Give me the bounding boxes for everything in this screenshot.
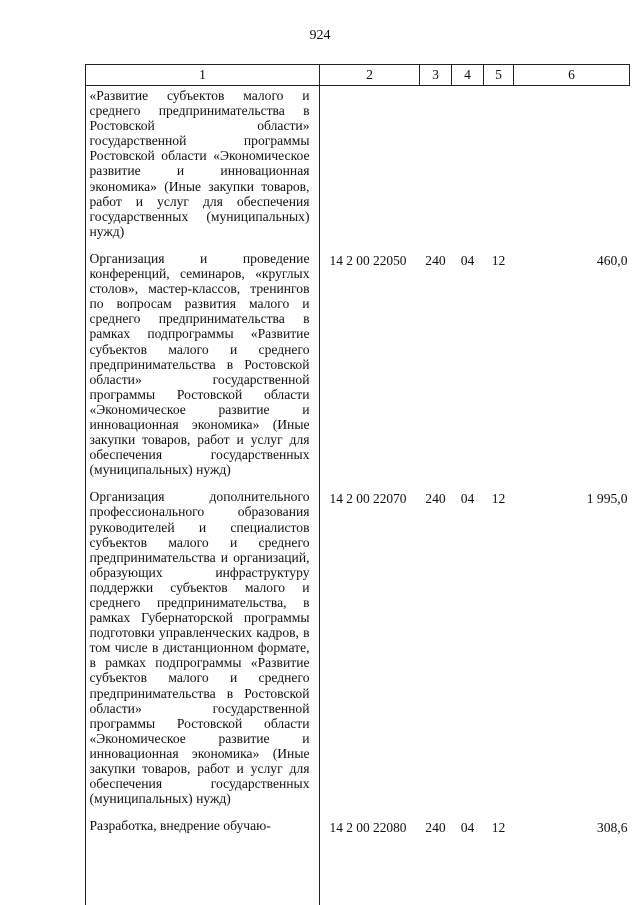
row-subsection: 12	[491, 820, 506, 836]
column-header: 3	[420, 65, 452, 86]
table-row	[86, 816, 630, 843]
row-description: Организация дополнительного профессионального образования руководителей и специалистов субъектов малого и среднего предпринимательства и организаций, образующих инфраструктуру поддержки субъектов малого и среднего предпринимательства, в рамках Губернаторской программы подготовки управленческих кадров, в том числе в дистанционном формате, в рамках подпрограммы «Развитие субъектов малого и среднего предпринимательства в Ростовской области» государственной программы Ростовской области «Экономическое развитие и инновационная экономика» (Иные закупки товаров, работ и услуг для обеспечения государственных (муниципальных) нужд)	[89, 489, 310, 807]
row-description: «Развитие субъектов малого и среднего предпринимательства в Ростовской области» государственной программы Ростовской области «Экономическое развитие и инновационная экономика» (Иные закупки товаров, работ и услуг для обеспечения государственных (муниципальных) нужд)	[89, 88, 310, 239]
row-amount: 1 995,0	[586, 491, 628, 507]
column-header: 6	[514, 65, 630, 86]
table-row	[86, 487, 630, 816]
row-amount	[514, 86, 630, 249]
column-header: 4	[452, 65, 484, 86]
row-code: 14 2 00 22080	[329, 820, 407, 836]
row-amount: 308,6	[596, 820, 628, 836]
row-expense-type: 240	[425, 491, 446, 507]
row-code	[320, 86, 420, 249]
budget-table	[85, 64, 630, 843]
column-header: 2	[320, 65, 420, 86]
row-expense-type: 240	[425, 252, 446, 268]
row-code: 14 2 00 22070	[329, 491, 407, 507]
page-number: 924	[309, 28, 331, 43]
row-section	[452, 86, 484, 249]
row-code: 14 2 00 22050	[329, 252, 407, 268]
table-row	[86, 86, 630, 249]
row-section: 04	[460, 252, 475, 268]
row-description: Разработка, внедрение обучаю-	[89, 818, 271, 834]
row-section: 04	[460, 820, 475, 836]
row-subsection: 12	[491, 252, 506, 268]
row-amount: 460,0	[596, 252, 628, 268]
row-expense-type: 240	[425, 820, 446, 836]
row-description: Организация и проведение конференций, семинаров, «круглых столов», мастер-классов, тренингов по вопросам развития малого и среднего предпринимательства в рамках подпрограммы «Развитие субъектов малого и среднего предпринимательства в Ростовской области» государственной программы Ростовской области «Экономическое развитие и инновационная экономика» (Иные закупки товаров, работ и услуг для обеспечения государственных (муниципальных) нужд)	[89, 250, 310, 478]
column-header: 5	[484, 65, 514, 86]
table-row	[86, 249, 630, 487]
row-section: 04	[460, 491, 475, 507]
row-subsection	[484, 86, 514, 249]
row-expense-type	[420, 86, 452, 249]
table-header	[86, 65, 630, 86]
column-header: 1	[86, 65, 320, 86]
row-subsection: 12	[491, 491, 506, 507]
